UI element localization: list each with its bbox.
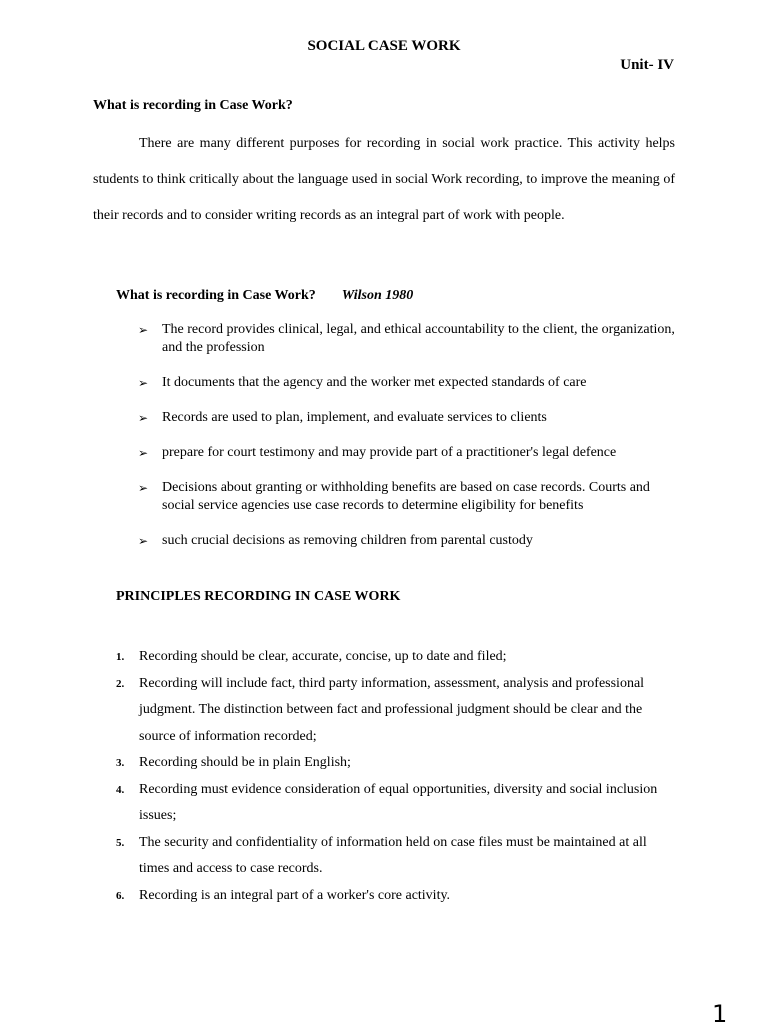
list-item — [138, 321, 678, 357]
list-item — [138, 409, 678, 427]
principles-list — [116, 644, 676, 909]
list-item-text: prepare for court testimony and may provide part of a practitioner's legal defence — [162, 445, 617, 460]
list-item-text: such crucial decisions as removing children from parental custody — [162, 533, 533, 548]
list-item-text: The record provides clinical, legal, and ethical accountability to the client, the organization, and the profession — [162, 322, 675, 355]
list-number: 4. — [116, 783, 125, 796]
list-number: 1. — [116, 651, 125, 663]
list-item — [116, 671, 676, 751]
page-number: 1 — [712, 1000, 728, 1028]
arrow-bullet-icon: ➢ — [138, 481, 149, 495]
arrow-bullet-icon: ➢ — [138, 323, 149, 337]
heading-text: What is recording in Case Work? — [116, 288, 316, 303]
list-item — [116, 750, 676, 777]
arrow-bullet-icon: ➢ — [138, 534, 149, 548]
arrow-bullet-icon: ➢ — [138, 376, 149, 390]
section-heading-recording: What is recording in Case Work? — [93, 98, 293, 113]
list-number: 2. — [116, 677, 125, 690]
list-item — [116, 777, 676, 830]
unit-label: Unit- IV — [620, 57, 674, 73]
list-item-text: The security and confidentiality of information held on case files must be maintained at all times and access to case records. — [139, 834, 647, 876]
intro-paragraph: There are many different purposes for recording in social work practice. This activity helps students to think critically about the language used in social Work recording, to improve the meaning of their records and to consider writing records as an integral part of work with people. — [93, 136, 675, 223]
list-item-text: Recording must evidence consideration of equal opportunities, diversity and social inclusion issues; — [139, 781, 658, 823]
bullet-list — [138, 321, 678, 567]
arrow-bullet-icon: ➢ — [138, 411, 149, 425]
document-title: SOCIAL CASE WORK — [307, 38, 461, 54]
list-item-text: Decisions about granting or withholding benefits are based on case records. Courts and social service agencies use case records to determine eligibility for benefits — [162, 480, 650, 513]
list-item — [116, 830, 676, 883]
list-item — [138, 444, 678, 462]
list-item-text: Recording should be in plain English; — [139, 755, 351, 770]
list-item-text: Recording should be clear, accurate, concise, up to date and filed; — [139, 649, 507, 664]
list-item — [116, 883, 676, 910]
list-number: 5. — [116, 836, 125, 849]
arrow-bullet-icon: ➢ — [138, 446, 149, 460]
section-heading-wilson — [116, 288, 413, 304]
list-item — [138, 532, 678, 550]
list-item-text: Recording is an integral part of a worker's core activity. — [139, 887, 451, 903]
list-number: 6. — [116, 889, 125, 902]
citation: Wilson 1980 — [341, 288, 414, 303]
list-item — [138, 374, 678, 392]
list-number: 3. — [116, 757, 125, 769]
list-item — [116, 644, 676, 671]
list-item-text: Recording will include fact, third party information, assessment, analysis and professional judgment. The distinction between fact and professional judgment should be clear and the source of information recorded; — [139, 675, 645, 744]
list-item — [138, 479, 678, 515]
section-heading-principles: PRINCIPLES RECORDING IN CASE WORK — [116, 589, 401, 604]
list-item-text: It documents that the agency and the worker met expected standards of care — [162, 375, 587, 390]
list-item-text: Records are used to plan, implement, and evaluate services to clients — [162, 410, 547, 425]
